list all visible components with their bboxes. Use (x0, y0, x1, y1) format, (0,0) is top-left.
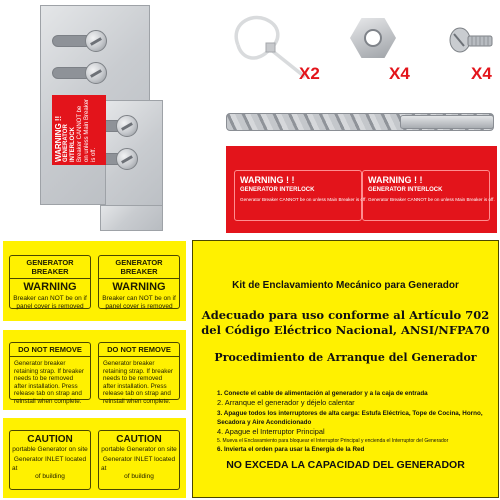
instruction-footer: NO EXCEDA LA CAPACIDAD DEL GENERADOR (226, 459, 465, 471)
caution-line: at (101, 465, 107, 473)
do-not-remove-body: Generator breaker retaining strap. If breaker needs to be removed after installation. Press release tab on strap and reinstall when complete. (103, 360, 174, 405)
caution-line: of building (35, 473, 65, 481)
interlock-plate-bottom-lower (100, 205, 163, 231)
red-warning-title: WARNING ! ! (368, 175, 423, 185)
instruction-step: 5. Mueva el Enclavamiento para bloquear el Interruptor Principal y encienda el Interruptor del Generador (217, 437, 449, 444)
red-warning-subtitle: GENERATOR INTERLOCK (368, 187, 443, 193)
hex-nut-icon (350, 18, 396, 58)
instruction-subtitle-1: Adecuado para uso conforme al Artículo 702 (201, 308, 490, 322)
red-warning-body: Generator Breaker CANNOT be on unless Main Breaker is off. (240, 197, 367, 202)
caution-line: portable Generator on site (12, 446, 88, 453)
red-sticker-sheet (226, 146, 497, 233)
red-warning-label (362, 170, 495, 221)
caution-head: CAUTION (27, 434, 73, 445)
instruction-steps (217, 389, 488, 454)
caution-line: at (12, 465, 18, 473)
instruction-step: 3. Apague todos los interruptores de alta carga: Estufa Eléctrica, Tope de Cocina, Horno, Secadora y Aire Acondicionado (217, 409, 483, 426)
plate-warning-sticker (52, 95, 106, 165)
screw-icon (116, 115, 138, 137)
instruction-card (192, 240, 499, 498)
breaker-warning-body: Breaker can NOT be on if panel cover is removed (102, 295, 176, 311)
caution-line: of building (124, 473, 154, 481)
do-not-remove-label (98, 342, 180, 405)
do-not-remove-sheet (3, 330, 186, 410)
red-warning-body: Generator Breaker CANNOT be on unless Main Breaker is off. (368, 197, 495, 202)
breaker-warning-head: GENERATOR BREAKER (99, 256, 179, 279)
caution-line: Generator INLET located (13, 456, 87, 464)
breaker-warning-label (98, 255, 180, 309)
instruction-subtitle-2: del Código Eléctrico Nacional, ANSI/NFPA70 (201, 323, 490, 337)
screw-icon (85, 62, 107, 84)
drill-bit-shank (400, 115, 494, 129)
caution-label (9, 430, 91, 490)
instruction-step: 1. Conecte el cable de alimentación al generador y a la caja de entrada (217, 390, 428, 397)
breaker-warning-head: GENERATOR BREAKER (10, 256, 90, 279)
instruction-step: 2. Arranque el generador y déjelo calentar (217, 398, 355, 408)
instruction-step: 4. Apague el Interruptor Principal (217, 427, 325, 437)
zip-tie-icon (220, 5, 310, 85)
zip-tie-quantity: X2 (299, 64, 320, 83)
caution-sheet (3, 418, 186, 498)
caution-label (98, 430, 180, 490)
red-warning-label (234, 170, 367, 221)
do-not-remove-head: DO NOT REMOVE (99, 343, 179, 357)
screw-icon (116, 148, 138, 170)
breaker-warning-sheet (3, 241, 186, 321)
red-warning-title: WARNING ! ! (240, 175, 295, 185)
red-warning-subtitle: GENERATOR INTERLOCK (240, 187, 315, 193)
screw-icon (85, 30, 107, 52)
instruction-procedure-title: Procedimiento de Arranque del Generador (214, 351, 477, 364)
do-not-remove-head: DO NOT REMOVE (10, 343, 90, 357)
do-not-remove-label (9, 342, 91, 405)
plate-warning-line: GENERATOR INTERLOCK (63, 124, 77, 162)
caution-head: CAUTION (116, 434, 162, 445)
breaker-warning-big: WARNING (112, 281, 166, 293)
breaker-warning-body: Breaker can NOT be on if panel cover is removed (13, 295, 87, 311)
instruction-title: Kit de Enclavamiento Mecánico para Generador (232, 280, 459, 291)
caution-line: portable Generator on site (101, 446, 177, 453)
machine-screw-quantity: X4 (471, 64, 492, 83)
breaker-warning-label (9, 255, 91, 309)
breaker-warning-big: WARNING (23, 281, 77, 293)
plate-warning-text: Breaker CANNOT be on unless Main Breaker is off. (76, 98, 97, 162)
do-not-remove-body: Generator breaker retaining strap. If breaker needs to be removed after installation. Press release tab on strap and reinstall when complete. (14, 360, 85, 405)
instruction-step: 6. Invierta el orden para usar la Energía de la Red (217, 446, 365, 454)
hex-nut-hole (364, 29, 382, 47)
machine-screw-icon (448, 26, 496, 62)
plate-warning-title: WARNING !! (54, 115, 63, 162)
hex-nut-quantity: X4 (389, 64, 410, 83)
caution-line: Generator INLET located (102, 456, 176, 464)
